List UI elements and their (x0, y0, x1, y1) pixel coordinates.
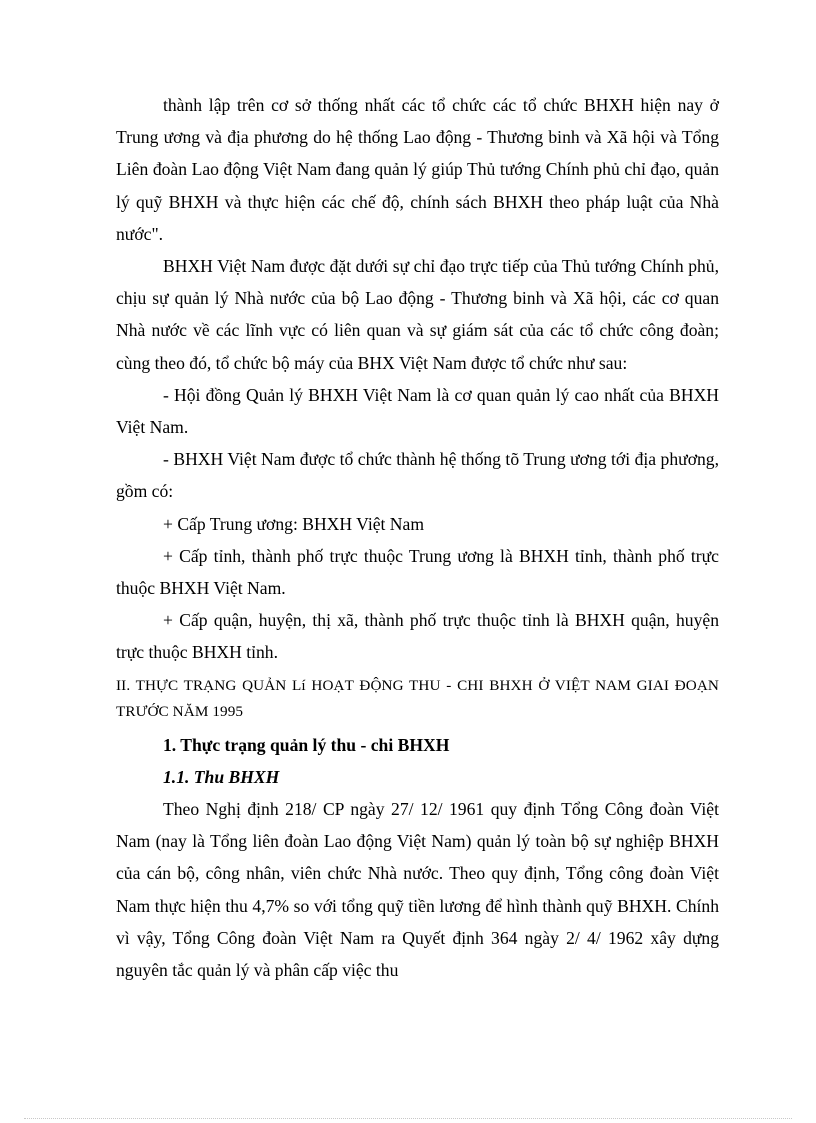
paragraph-nghi-dinh: Theo Nghị định 218/ CP ngày 27/ 12/ 1961 quy định Tổng Công đoàn Việt Nam (nay là Tổng liên đoàn Lao động Việt Nam) quản lý toàn bộ sự nghiệp BHXH của cán bộ, công nhân, viên chức Nhà nước. Theo quy định, Tổng công đoàn Việt Nam thực hiện thu 4,7% so với tổng quỹ tiền lương để hình thành quỹ BHXH. Chính vì vậy, Tổng Công đoàn Việt Nam ra Quyết định 364 ngày 2/ 4/ 1962 xây dựng nguyên tắc quản lý và phân cấp việc thu (116, 799, 719, 981)
subsection-heading: 1. Thực trạng quản lý thu - chi BHXH (163, 734, 450, 755)
page-bottom-divider (24, 1118, 792, 1119)
document-body (116, 89, 719, 986)
paragraph-hoi-dong: - Hội đồng Quản lý BHXH Việt Nam là cơ quan quản lý cao nhất của BHXH Việt Nam. (116, 384, 719, 438)
paragraph-cap-quan: + Cấp quận, huyện, thị xã, thành phố trực thuộc tỉnh là BHXH quận, huyện trực thuộc BHXH tỉnh. (116, 610, 719, 663)
paragraph-cap-trung-uong: + Cấp Trung ương: BHXH Việt Nam (163, 513, 425, 534)
paragraph-bhxh-vietnam: BHXH Việt Nam được đặt dưới sự chỉ đạo trực tiếp của Thủ tướng Chính phủ, chịu sự quản lý Nhà nước của bộ Lao động - Thương binh và Xã hội, các cơ quan Nhà nước về các lĩnh vực có liên quan và sự giám sát của các tổ chức công đoàn; cùng theo đó, tổ chức bộ máy của BHX Việt Nam được tổ chức như sau: (116, 256, 719, 373)
paragraph-he-thong: - BHXH Việt Nam được tổ chức thành hệ thống tõ Trung ương tới địa phương, gồm có: (116, 449, 719, 502)
section-heading: II. THỰC TRẠNG QUẢN Lí HOẠT ĐỘNG THU - CHI BHXH Ở VIỆT NAM GIAI ĐOẠN TRƯỚC NĂM 1995 (116, 676, 719, 720)
paragraph-cap-tinh: + Cấp tỉnh, thành phố trực thuộc Trung ương là BHXH tỉnh, thành phố trực thuộc BHXH Việt Nam. (116, 545, 719, 599)
paragraph-continuation: thành lập trên cơ sở thống nhất các tổ chức các tổ chức BHXH hiện nay ở Trung ương và địa phương do hệ thống Lao động - Thương binh và Xã hội và Tổng Liên đoàn Lao động Việt Nam đang quản lý giúp Thủ tướng Chính phủ chỉ đạo, quản lý quỹ BHXH và thực hiện các chế độ, chính sách BHXH theo pháp luật của Nhà nước". (116, 95, 719, 244)
subsubsection-heading: 1.1. Thu BHXH (163, 766, 280, 787)
